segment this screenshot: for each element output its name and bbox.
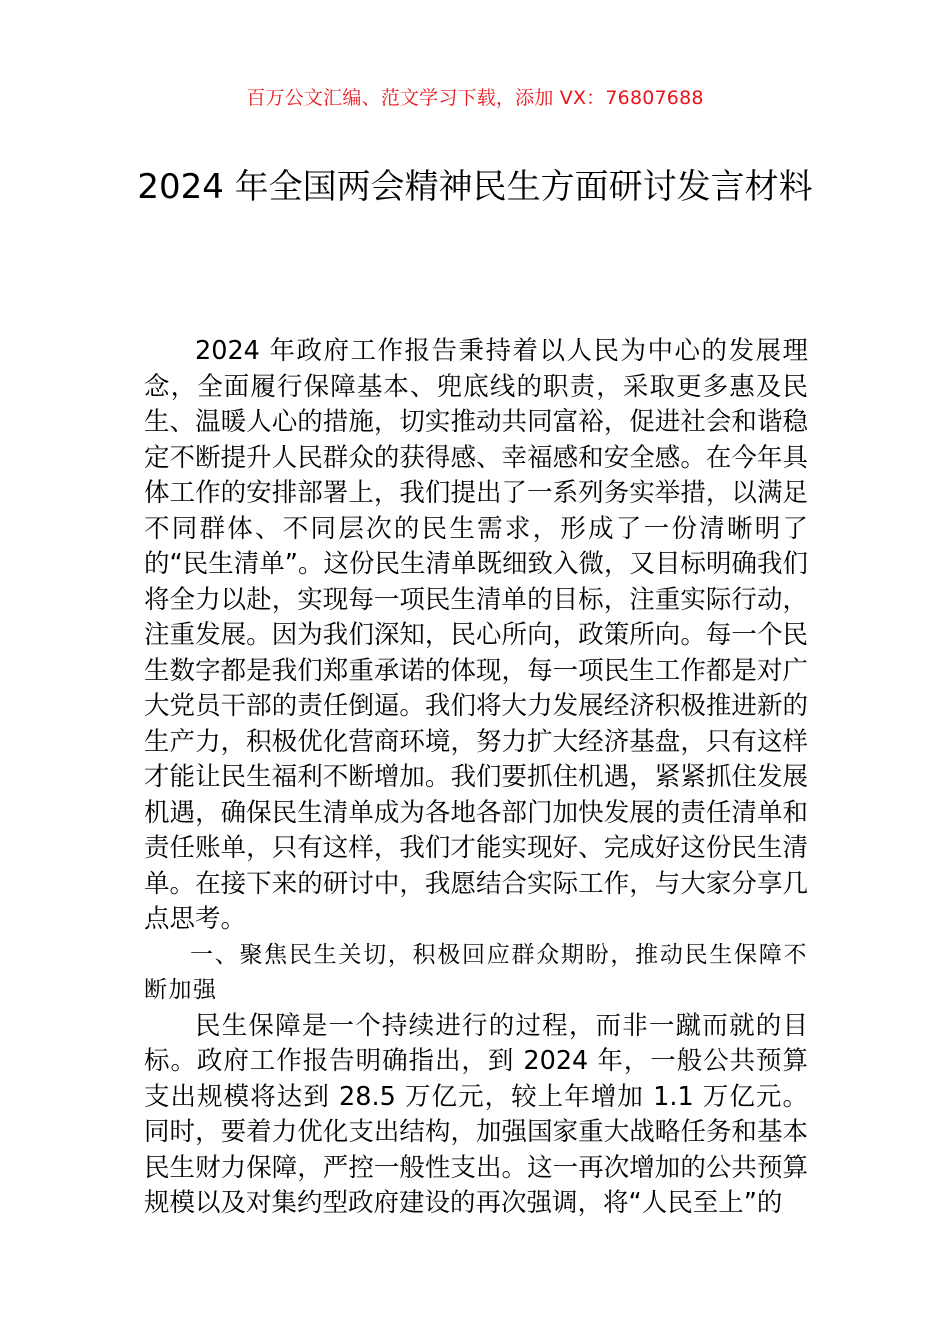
document-title: 2024 年全国两会精神民生方面研讨发言材料: [137, 167, 813, 207]
section-heading-1: 一、聚焦民生关切，积极回应群众期盼，推动民生保障不断加强: [144, 941, 808, 1003]
header-banner: 百万公文汇编、范文学习下载，添加 VX：76807688: [246, 87, 704, 109]
document-body: [144, 334, 808, 1222]
paragraph-section-1: 民生保障是一个持续进行的过程，而非一蹴而就的目标。政府工作报告明确指出，到 2024 年，一般公共预算支出规模将达到 28.5 万亿元，较上年增加 1.1 万亿元。同时，要着力优化支出结构，加强国家重大战略任务和基本民生财力保障，严控一般性支出。这一再次增加的公共预算规模以及对集约型政府建设的再次强调，将“人民至上”的: [144, 1010, 808, 1218]
paragraph-intro: 2024 年政府工作报告秉持着以人民为中心的发展理念，全面履行保障基本、兜底线的职责，采取更多惠及民生、温暖人心的措施，切实推动共同富裕，促进社会和谐稳定不断提升人民群众的获得感、幸福感和安全感。在今年具体工作的安排部署上，我们提出了一系列务实举措，以满足不同群体、不同层次的民生需求，形成了一份清晰明了的“民生清单”。这份民生清单既细致入微，又目标明确我们将全力以赴，实现每一项民生清单的目标，注重实际行动，注重发展。因为我们深知，民心所向，政策所向。每一个民生数字都是我们郑重承诺的体现，每一项民生工作都是对广大党员干部的责任倒逼。我们将大力发展经济积极推进新的生产力，积极优化营商环境，努力扩大经济基盘，只有这样才能让民生福利不断增加。我们要抓住机遇，紧紧抓住发展机遇，确保民生清单成为各地各部门加快发展的责任清单和责任账单，只有这样，我们才能实现好、完成好这份民生清单。在接下来的研讨中，我愿结合实际工作，与大家分享几点思考。: [144, 336, 808, 934]
